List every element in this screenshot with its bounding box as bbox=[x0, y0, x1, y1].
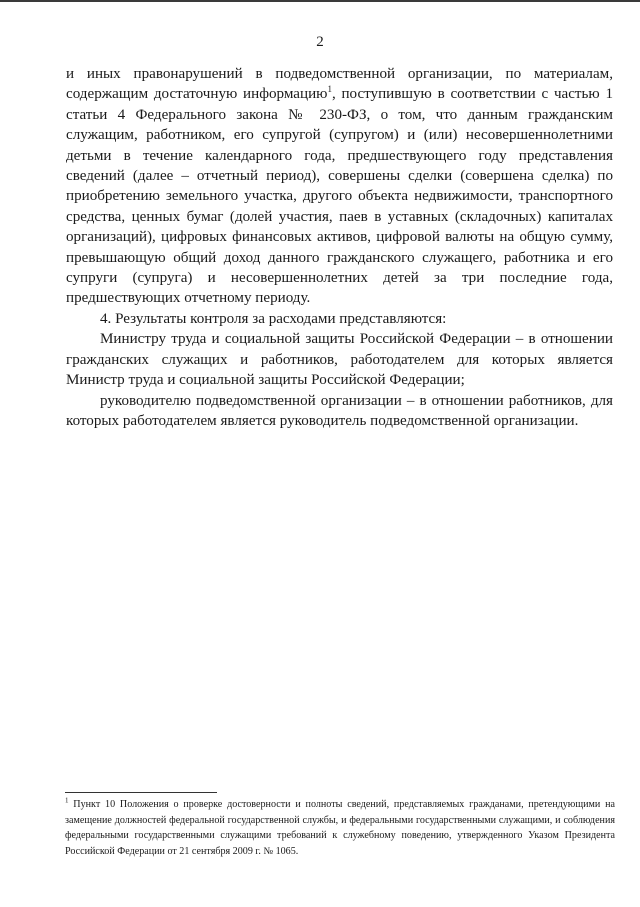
paragraph-1 bbox=[66, 64, 613, 309]
footnote-divider bbox=[65, 792, 217, 793]
paragraph-3: Министру труда и социальной защиты Российской Федерации – в отношении гражданских служащих и работников, работодателем для которых является Министр труда и социальной защиты Российской Федерации; bbox=[66, 331, 613, 389]
paragraph-1-text-a: и иных правонарушений в подведомственной организации, по материалам, содержащим достаточную информацию bbox=[66, 66, 613, 103]
paragraph-1-text-b: , поступившую в соответствии с частью 1 статьи 4 Федерального закона № 230-ФЗ, о том, что данным гражданским служащим, работником, его супругой (супругом) и (или) несовершеннолетними детьми в течение календарного года, предшествующего году представления сведений (далее – отчетный период), совершены сделки (совершена сделка) по приобретению земельного участка, другого объекта недвижимости, транспортного средства, ценных бумаг (долей участия, паев в уставных (складочных) капиталах организаций), цифровых финансовых активов, цифровой валюты на общую сумму, превышающую общий доход данного гражданского служащего, работника и его супруги (супруга) и несовершеннолетних детей за три последние года, предшествующих отчетному периоду. bbox=[66, 86, 613, 307]
footnote bbox=[65, 797, 615, 859]
paragraph-2: 4. Результаты контроля за расходами представляются: bbox=[100, 310, 447, 327]
document-body bbox=[66, 64, 613, 431]
page-number: 2 bbox=[316, 34, 324, 50]
paragraph-4: руководителю подведомственной организации – в отношении работников, для которых работодателем является руководитель подведомственной организации. bbox=[66, 392, 613, 429]
footnote-reference: 1 bbox=[327, 84, 332, 95]
footnote-text: Пункт 10 Положения о проверке достоверности и полноты сведений, представляемых гражданами, претендующими на замещение должностей федеральной государственной службы, и федеральными государственными служащими, и соблюдения федеральными государственными служащими требований к служебному поведению, утвержденного Указом Президента Российской Федерации от 21 сентября 2009 г. № 1065. bbox=[65, 799, 615, 857]
scan-top-edge bbox=[0, 0, 640, 2]
footnote-marker: 1 bbox=[65, 796, 69, 805]
